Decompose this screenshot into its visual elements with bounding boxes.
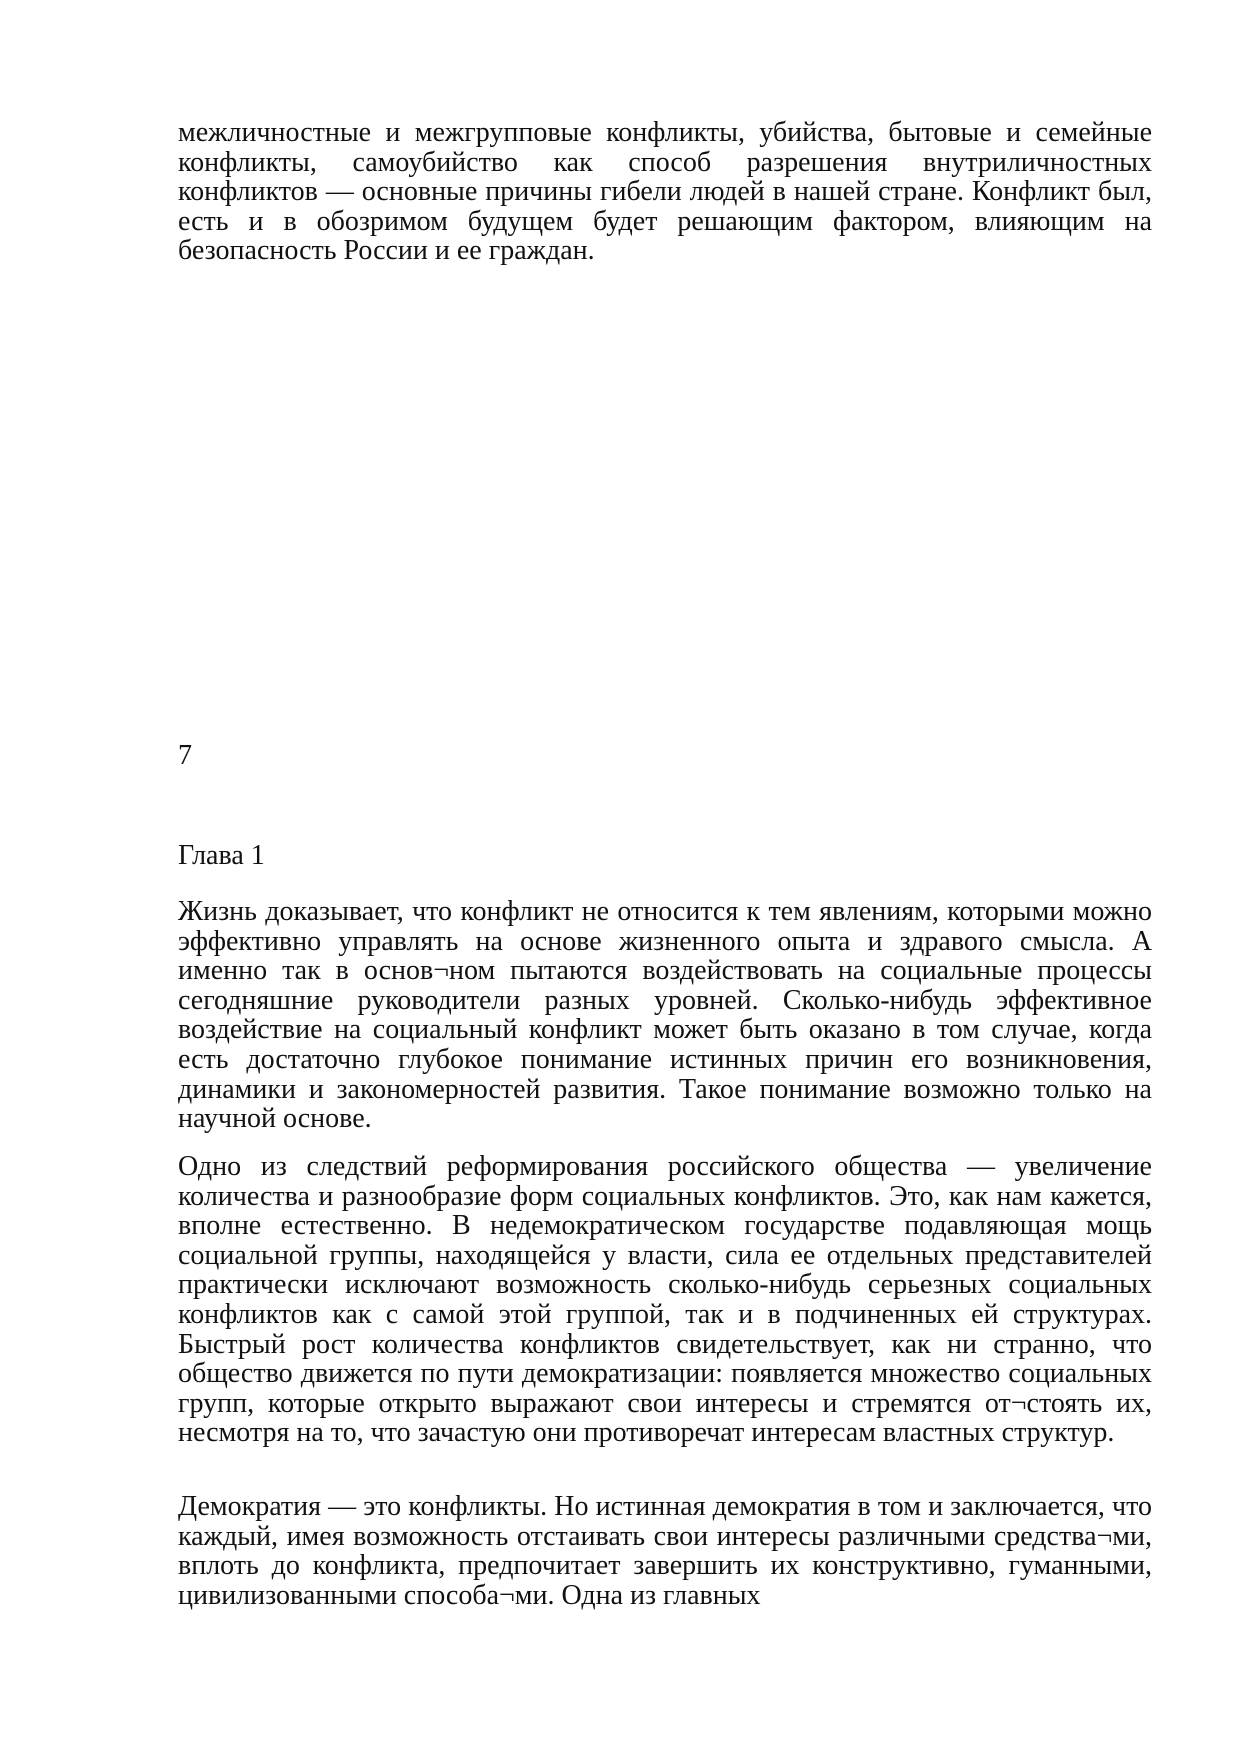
page-number: 7 — [178, 740, 192, 771]
chapter-title: Глава 1 — [178, 840, 265, 871]
body-paragraph: Жизнь доказывает, что конфликт не относится к тем явлениям, которыми можно эффективно управлять на основе жизненного опыта и здравого смысла. А именно так в основ¬ном пытаются воздействовать на социальные процессы сегодняшние руководители разных уровней. Сколько-нибудь эффективное воздействие на социальный конфликт может быть оказано в том случае, когда есть достаточно глубокое понимание истинных причин его возникновения, динамики и закономерностей развития. Такое понимание возможно только на научной основе. — [178, 896, 1152, 1135]
intro-paragraph: межличностные и межгрупповые конфликты, убийства, бытовые и семейные конфликты, самоубийство как способ разрешения внутриличностных конфликтов — основные причины гибели людей в нашей стране. Конфликт был, есть и в обозримом будущем будет решающим фактором, влияющим на безопасность России и ее граждан. — [178, 117, 1152, 267]
body-paragraph: Одно из следствий реформирования российского общества — увеличение количества и разнообразие форм социальных конфликтов. Это, как нам кажется, вполне естественно. В недемократическом государстве подавляющая мощь социальной группы, находящейся у власти, сила ее отдельных представителей практически исключают возможность сколько-нибудь серьезных социальных конфликтов как с самой этой группой, так и в подчиненных ей структурах. Быстрый рост количества конфликтов свидетельствует, как ни странно, что общество движется по пути демократизации: появляется множество социальных групп, которые открыто выражают свои интересы и стремятся от¬стоять их, несмотря на то, что зачастую они противоречат интересам властных структур. — [178, 1151, 1152, 1449]
body-paragraph: Демократия — это конфликты. Но истинная демократия в том и заключается, что каждый, имея возможность отстаивать свои интересы различными средства¬ми, вплоть до конфликта, предпочитает завершить их конструктивно, гуманными, цивилизованными способа¬ми. Одна из главных — [178, 1491, 1152, 1611]
